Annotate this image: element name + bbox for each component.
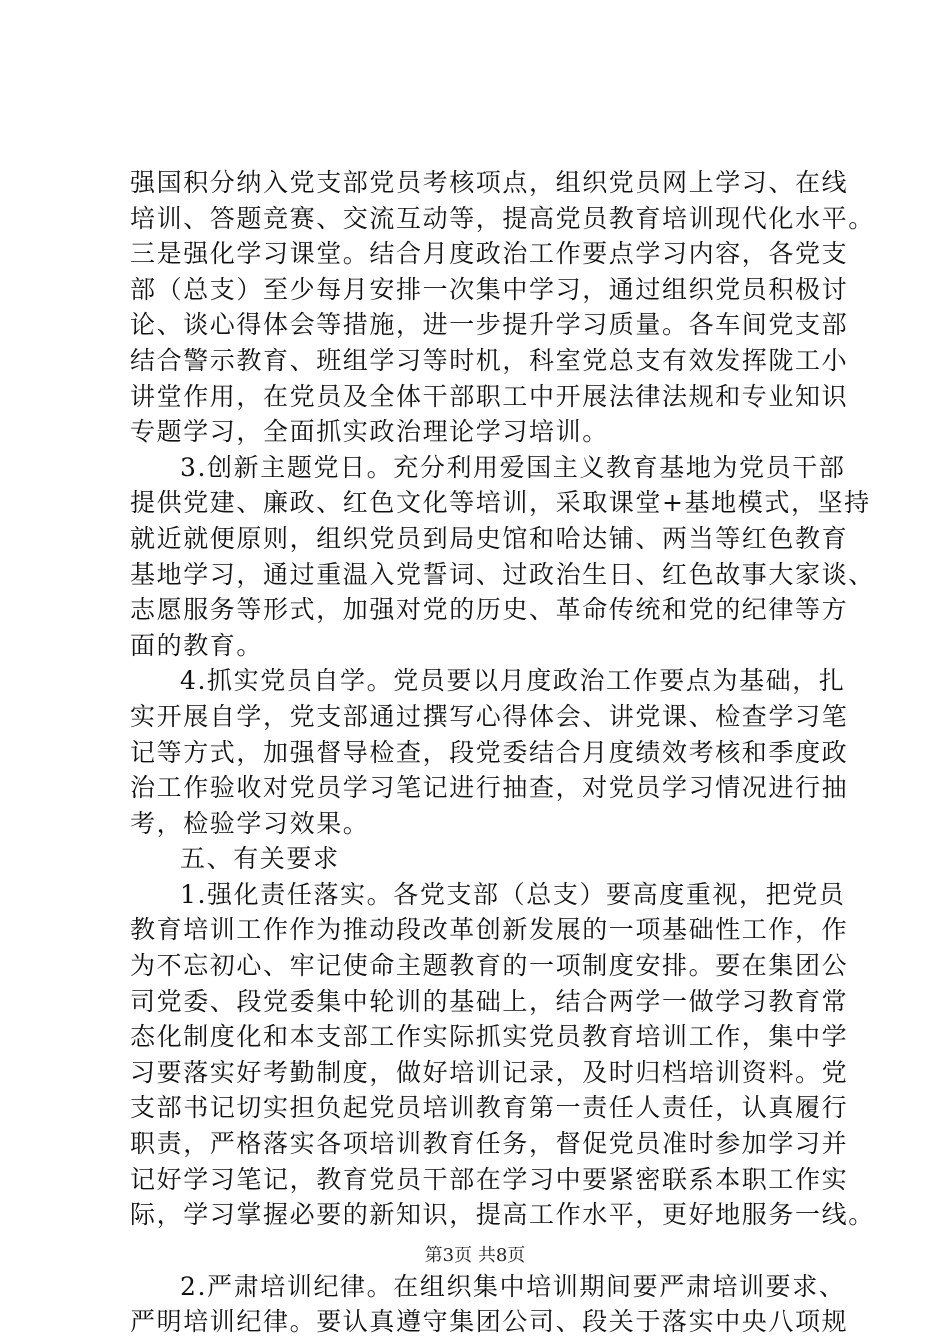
text-line: 职责，严格落实各项培训教育任务，督促党员准时参加学习并 [130, 1129, 849, 1159]
text-line: 部（总支）至少每月安排一次集中学习，通过组织党员积极讨 [130, 274, 849, 304]
text-line: 4.抓实党员自学。党员要以月度政治工作要点为基础，扎 [180, 666, 846, 696]
text-line: 面的教育。 [130, 630, 264, 660]
text-line: 记等方式，加强督导检查，段党委结合月度绩效考核和季度政 [130, 737, 849, 767]
section-heading: 五、有关要求 [180, 844, 340, 874]
text-line: 2.严肃培训纪律。在组织集中培训期间要严肃培训要求、 [180, 1271, 846, 1301]
text-line: 3.创新主题党日。充分利用爱国主义教育基地为党员干部 [180, 452, 846, 482]
text-line: 态化制度化和本支部工作实际抓实党员教育培训工作，集中学 [130, 1022, 849, 1052]
text-line: 习要落实好考勤制度，做好培训记录，及时归档培训资料。党 [130, 1057, 849, 1087]
text-line: 1.强化责任落实。各党支部（总支）要高度重视，把党员 [180, 879, 846, 909]
text-line: 为不忘初心、牢记使命主题教育的一项制度安排。要在集团公 [130, 951, 849, 981]
text-line: 治工作验收对党员学习笔记进行抽查，对党员学习情况进行抽 [130, 773, 849, 803]
text-line: 基地学习，通过重温入党誓词、过政治生日、红色故事大家谈、 [130, 559, 875, 589]
paragraph-2 [130, 450, 875, 664]
text-line: 论、谈心得体会等措施，进一步提升学习质量。各车间党支部 [130, 310, 849, 340]
text-line: 志愿服务等形式，加强对党的历史、革命传统和党的纪律等方 [130, 595, 849, 625]
text-line: 记好学习笔记，教育党员干部在学习中要紧密联系本职工作实 [130, 1164, 849, 1194]
text-line: 支部书记切实担负起党员培训教育第一责任人责任，认真履行 [130, 1093, 849, 1123]
text-line: 严明培训纪律。要认真遵守集团公司、段关于落实中央八项规 [130, 1307, 849, 1337]
text-line: 专题学习，全面抓实政治理论学习培训。 [130, 417, 609, 447]
text-line: 提供党建、廉政、红色文化等培训，采取课堂+基地模式，坚持 [130, 488, 871, 518]
text-line: 结合警示教育、班组学习等时机，科室党总支有效发挥陇工小 [130, 345, 849, 375]
text-line: 讲堂作用，在党员及全体干部职工中开展法律法规和专业知识 [130, 381, 849, 411]
text-line: 就近就便原则，组织党员到局史馆和哈达铺、两当等红色教育 [130, 523, 849, 553]
document-body [130, 165, 875, 1340]
page-number-footer: 第3页 共8页 [424, 1245, 526, 1266]
text-line: 实开展自学，党支部通过撰写心得体会、讲党课、检查学习笔 [130, 701, 849, 731]
text-line: 考，检验学习效果。 [130, 808, 370, 838]
text-line: 际，学习掌握必要的新知识，提高工作水平，更好地服务一线。 [130, 1200, 875, 1230]
paragraph-3 [130, 663, 849, 841]
text-line: 培训、答题竞赛、交流互动等，提高党员教育培训现代化水平。 [130, 203, 875, 233]
text-line: 强国积分纳入党支部党员考核项点，组织党员网上学习、在线 [130, 168, 849, 197]
text-line: 三是强化学习课堂。结合月度政治工作要点学习内容，各党支 [130, 239, 849, 269]
paragraph-1 [130, 165, 875, 450]
text-line: 司党委、段党委集中轮训的基础上，结合两学一做学习教育常 [130, 986, 849, 1016]
paragraph-4 [130, 877, 875, 1233]
text-line: 教育培训工作作为推动段改革创新发展的一项基础性工作，作 [130, 915, 849, 945]
paragraph-5 [130, 1269, 849, 1340]
